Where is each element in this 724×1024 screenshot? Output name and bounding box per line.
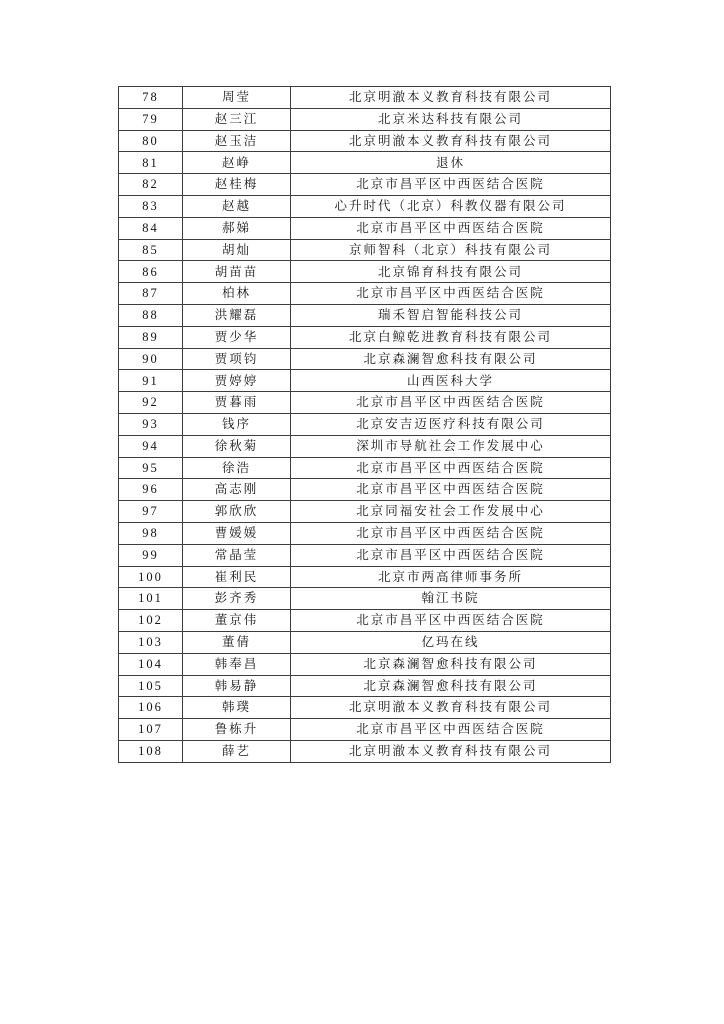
organization-cell: 北京森澜智愈科技有限公司 bbox=[291, 675, 611, 697]
organization-cell: 北京市昌平区中西医结合医院 bbox=[291, 283, 611, 305]
organization-cell: 北京同福安社会工作发展中心 bbox=[291, 501, 611, 523]
table-row bbox=[119, 435, 611, 457]
organization-cell: 北京安吉迈医疗科技有限公司 bbox=[291, 413, 611, 435]
organization-cell: 北京市昌平区中西医结合医院 bbox=[291, 217, 611, 239]
organization-cell: 北京明澈本义教育科技有限公司 bbox=[291, 130, 611, 152]
row-number-cell: 84 bbox=[119, 217, 183, 239]
row-number-cell: 88 bbox=[119, 304, 183, 326]
name-cell: 胡灿 bbox=[183, 239, 291, 261]
table-row bbox=[119, 130, 611, 152]
organization-cell: 北京市昌平区中西医结合医院 bbox=[291, 544, 611, 566]
name-cell: 胡苗苗 bbox=[183, 261, 291, 283]
name-cell: 赵三江 bbox=[183, 108, 291, 130]
name-cell: 董京伟 bbox=[183, 610, 291, 632]
table-row bbox=[119, 413, 611, 435]
row-number-cell: 107 bbox=[119, 719, 183, 741]
name-cell: 郝娣 bbox=[183, 217, 291, 239]
table-row bbox=[119, 304, 611, 326]
row-number-cell: 92 bbox=[119, 392, 183, 414]
name-cell: 曹媛媛 bbox=[183, 522, 291, 544]
table-row bbox=[119, 719, 611, 741]
organization-cell: 山西医科大学 bbox=[291, 370, 611, 392]
organization-cell: 北京米达科技有限公司 bbox=[291, 108, 611, 130]
organization-cell: 北京市昌平区中西医结合医院 bbox=[291, 457, 611, 479]
row-number-cell: 94 bbox=[119, 435, 183, 457]
row-number-cell: 105 bbox=[119, 675, 183, 697]
name-cell: 柏林 bbox=[183, 283, 291, 305]
name-cell: 赵峥 bbox=[183, 152, 291, 174]
name-cell: 钱序 bbox=[183, 413, 291, 435]
name-cell: 崔利民 bbox=[183, 566, 291, 588]
row-number-cell: 108 bbox=[119, 740, 183, 762]
table-row bbox=[119, 261, 611, 283]
member-roster-table bbox=[118, 86, 611, 763]
organization-cell: 北京白鲸乾进教育科技有限公司 bbox=[291, 326, 611, 348]
name-cell: 洪耀磊 bbox=[183, 304, 291, 326]
row-number-cell: 78 bbox=[119, 87, 183, 109]
organization-cell: 北京森澜智愈科技有限公司 bbox=[291, 348, 611, 370]
table-row bbox=[119, 479, 611, 501]
table-row bbox=[119, 348, 611, 370]
organization-cell: 瑞禾智启智能科技公司 bbox=[291, 304, 611, 326]
table-row bbox=[119, 152, 611, 174]
table-row bbox=[119, 195, 611, 217]
organization-cell: 深圳市导航社会工作发展中心 bbox=[291, 435, 611, 457]
name-cell: 常晶莹 bbox=[183, 544, 291, 566]
organization-cell: 京师智科（北京）科技有限公司 bbox=[291, 239, 611, 261]
name-cell: 董倩 bbox=[183, 631, 291, 653]
organization-cell: 北京市昌平区中西医结合医院 bbox=[291, 392, 611, 414]
table-row bbox=[119, 326, 611, 348]
table-row bbox=[119, 370, 611, 392]
row-number-cell: 79 bbox=[119, 108, 183, 130]
table-row bbox=[119, 544, 611, 566]
table-row bbox=[119, 392, 611, 414]
name-cell: 赵越 bbox=[183, 195, 291, 217]
organization-cell: 北京市昌平区中西医结合医院 bbox=[291, 610, 611, 632]
organization-cell: 亿玛在线 bbox=[291, 631, 611, 653]
name-cell: 贾婷婷 bbox=[183, 370, 291, 392]
table-row bbox=[119, 522, 611, 544]
row-number-cell: 99 bbox=[119, 544, 183, 566]
row-number-cell: 93 bbox=[119, 413, 183, 435]
row-number-cell: 96 bbox=[119, 479, 183, 501]
table-row bbox=[119, 457, 611, 479]
row-number-cell: 87 bbox=[119, 283, 183, 305]
table-row bbox=[119, 697, 611, 719]
name-cell: 韩璞 bbox=[183, 697, 291, 719]
name-cell: 鲁栋升 bbox=[183, 719, 291, 741]
table-row bbox=[119, 740, 611, 762]
name-cell: 郭欣欣 bbox=[183, 501, 291, 523]
organization-cell: 心升时代（北京）科教仪器有限公司 bbox=[291, 195, 611, 217]
row-number-cell: 85 bbox=[119, 239, 183, 261]
row-number-cell: 82 bbox=[119, 174, 183, 196]
row-number-cell: 80 bbox=[119, 130, 183, 152]
organization-cell: 北京明澈本义教育科技有限公司 bbox=[291, 87, 611, 109]
organization-cell: 北京市昌平区中西医结合医院 bbox=[291, 479, 611, 501]
table-row bbox=[119, 675, 611, 697]
name-cell: 贾少华 bbox=[183, 326, 291, 348]
organization-cell: 北京明澈本义教育科技有限公司 bbox=[291, 697, 611, 719]
row-number-cell: 81 bbox=[119, 152, 183, 174]
row-number-cell: 90 bbox=[119, 348, 183, 370]
row-number-cell: 86 bbox=[119, 261, 183, 283]
table-row bbox=[119, 87, 611, 109]
name-cell: 徐浩 bbox=[183, 457, 291, 479]
row-number-cell: 101 bbox=[119, 588, 183, 610]
organization-cell: 北京市两高律师事务所 bbox=[291, 566, 611, 588]
name-cell: 彭齐秀 bbox=[183, 588, 291, 610]
row-number-cell: 83 bbox=[119, 195, 183, 217]
table-row bbox=[119, 174, 611, 196]
name-cell: 贾暮雨 bbox=[183, 392, 291, 414]
row-number-cell: 98 bbox=[119, 522, 183, 544]
organization-cell: 北京锦育科技有限公司 bbox=[291, 261, 611, 283]
organization-cell: 北京市昌平区中西医结合医院 bbox=[291, 719, 611, 741]
row-number-cell: 91 bbox=[119, 370, 183, 392]
table-row bbox=[119, 108, 611, 130]
table-row bbox=[119, 501, 611, 523]
row-number-cell: 104 bbox=[119, 653, 183, 675]
organization-cell: 翰江书院 bbox=[291, 588, 611, 610]
table-row bbox=[119, 588, 611, 610]
name-cell: 韩奉昌 bbox=[183, 653, 291, 675]
organization-cell: 北京市昌平区中西医结合医院 bbox=[291, 522, 611, 544]
organization-cell: 北京市昌平区中西医结合医院 bbox=[291, 174, 611, 196]
organization-cell: 北京森澜智愈科技有限公司 bbox=[291, 653, 611, 675]
table-row bbox=[119, 610, 611, 632]
member-table-body bbox=[119, 87, 611, 763]
name-cell: 贾项钧 bbox=[183, 348, 291, 370]
table-row bbox=[119, 217, 611, 239]
table-row bbox=[119, 631, 611, 653]
row-number-cell: 95 bbox=[119, 457, 183, 479]
row-number-cell: 102 bbox=[119, 610, 183, 632]
row-number-cell: 100 bbox=[119, 566, 183, 588]
organization-cell: 退休 bbox=[291, 152, 611, 174]
table-row bbox=[119, 566, 611, 588]
name-cell: 周莹 bbox=[183, 87, 291, 109]
table-row bbox=[119, 283, 611, 305]
name-cell: 徐秋菊 bbox=[183, 435, 291, 457]
row-number-cell: 106 bbox=[119, 697, 183, 719]
name-cell: 赵玉洁 bbox=[183, 130, 291, 152]
name-cell: 薛艺 bbox=[183, 740, 291, 762]
name-cell: 韩易静 bbox=[183, 675, 291, 697]
name-cell: 赵桂梅 bbox=[183, 174, 291, 196]
row-number-cell: 89 bbox=[119, 326, 183, 348]
organization-cell: 北京明澈本义教育科技有限公司 bbox=[291, 740, 611, 762]
table-row bbox=[119, 239, 611, 261]
table-row bbox=[119, 653, 611, 675]
row-number-cell: 97 bbox=[119, 501, 183, 523]
name-cell: 高志刚 bbox=[183, 479, 291, 501]
row-number-cell: 103 bbox=[119, 631, 183, 653]
